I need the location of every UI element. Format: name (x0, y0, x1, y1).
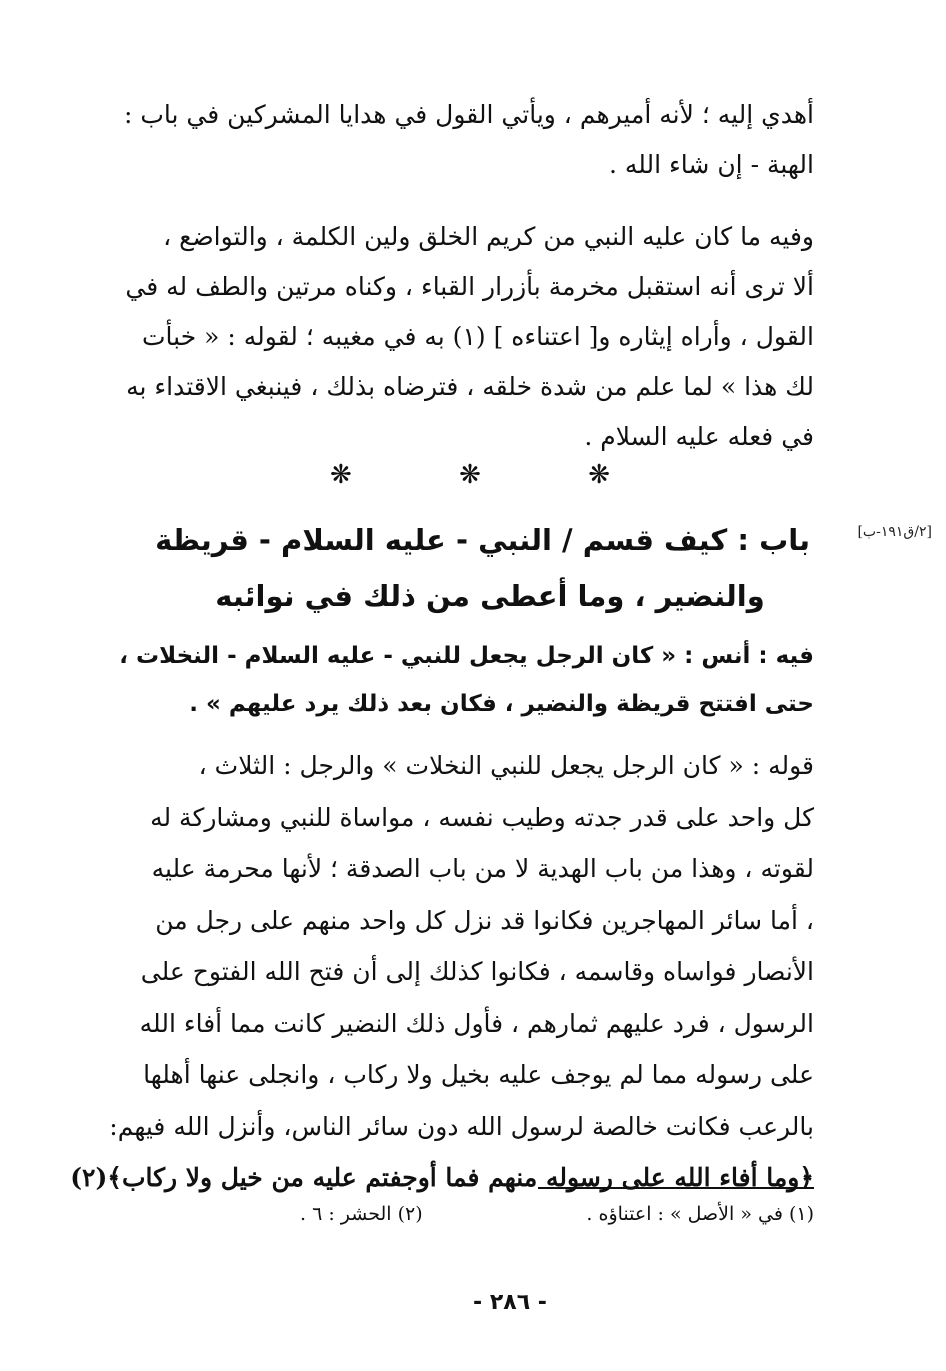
footnotes (300, 1203, 814, 1225)
chapter-title-line: باب : كيف قسم / النبي - عليه السلام - قريظة (155, 523, 810, 557)
paragraph-prophet-character (125, 212, 814, 462)
star-ornament-icon: ❋ (459, 460, 481, 490)
quran-verse: ﴿وما أفاء الله على رسوله منهم فما أوجفتم عليه من خيل ولا ركاب﴾(٢) (70, 1163, 814, 1192)
text-line: على رسوله مما لم يوجف عليه بخيل ولا ركاب ، وانجلى عنها أهلها (143, 1060, 814, 1089)
page-number: - ٢٨٦ - (473, 1290, 547, 1315)
paragraph-commentary (70, 740, 814, 1204)
text-line: بالرعب فكانت خالصة لرسول الله دون سائر الناس، وأنزل الله فيهم: (109, 1111, 814, 1141)
text-line: الهبة - إن شاء الله . (608, 150, 814, 179)
manuscript-folio-note: [٢/ق١٩١-ب] (857, 524, 932, 540)
hadith-text (119, 632, 814, 728)
text-line: أهدي إليه ؛ لأنه أميرهم ، ويأتي القول في هدايا المشركين في باب : (123, 100, 814, 129)
text-line: قوله : « كان الرجل يجعل للنبي النخلات » والرجل : الثلاث ، (198, 751, 814, 780)
text-line: كل واحد على قدر جدته وطيب نفسه ، مواساة للنبي ومشاركة له (150, 802, 814, 832)
footnote-divider (538, 1187, 814, 1189)
chapter-title (155, 512, 810, 624)
text-line: ألا ترى أنه استقبل مخرمة بأزرار القباء ، وكناه مرتين والطف له في (125, 272, 814, 301)
text-line: لقوته ، وهذا من باب الهدية لا من باب الصدقة ؛ لأنها محرمة عليه (151, 854, 814, 883)
text-line: القول ، وأراه إيثاره و[ اعتناءه ] (١) به في مغيبه ؛ لقوله : « خبأت (142, 322, 814, 351)
section-separator (330, 460, 610, 490)
footnote-1: (١) في « الأصل » : اعتناؤه . (586, 1203, 814, 1225)
paragraph-hiba-reference (123, 90, 814, 190)
text-line: في فعله عليه السلام . (584, 422, 814, 451)
star-ornament-icon: ❋ (588, 460, 610, 490)
chapter-title-line: والنضير ، وما أعطى من ذلك في نوائبه (215, 579, 765, 613)
text-line: وفيه ما كان عليه النبي من كريم الخلق ولين الكلمة ، والتواضع ، (163, 222, 814, 251)
text-line: ، أما سائر المهاجرين فكانوا قد نزل كل واحد منهم على رجل من (155, 905, 814, 935)
star-ornament-icon: ❋ (330, 460, 352, 490)
text-line: الأنصار فواساه وقاسمه ، فكانوا كذلك إلى أن فتح الله الفتوح على (140, 957, 814, 986)
text-line: لك هذا » لما علم من شدة خلقه ، فترضاه بذلك ، فينبغي الاقتداء به (126, 372, 814, 401)
hadith-line: فيه : أنس : « كان الرجل يجعل للنبي - عليه السلام - النخلات ، (119, 643, 814, 669)
text-line: الرسول ، فرد عليهم ثمارهم ، فأول ذلك النضير كانت مما أفاء الله (139, 1008, 814, 1038)
footnote-2: (٢) الحشر : ٦ . (300, 1203, 423, 1225)
hadith-line: حتى افتتح قريظة والنضير ، فكان بعد ذلك يرد عليهم » . (189, 691, 814, 717)
